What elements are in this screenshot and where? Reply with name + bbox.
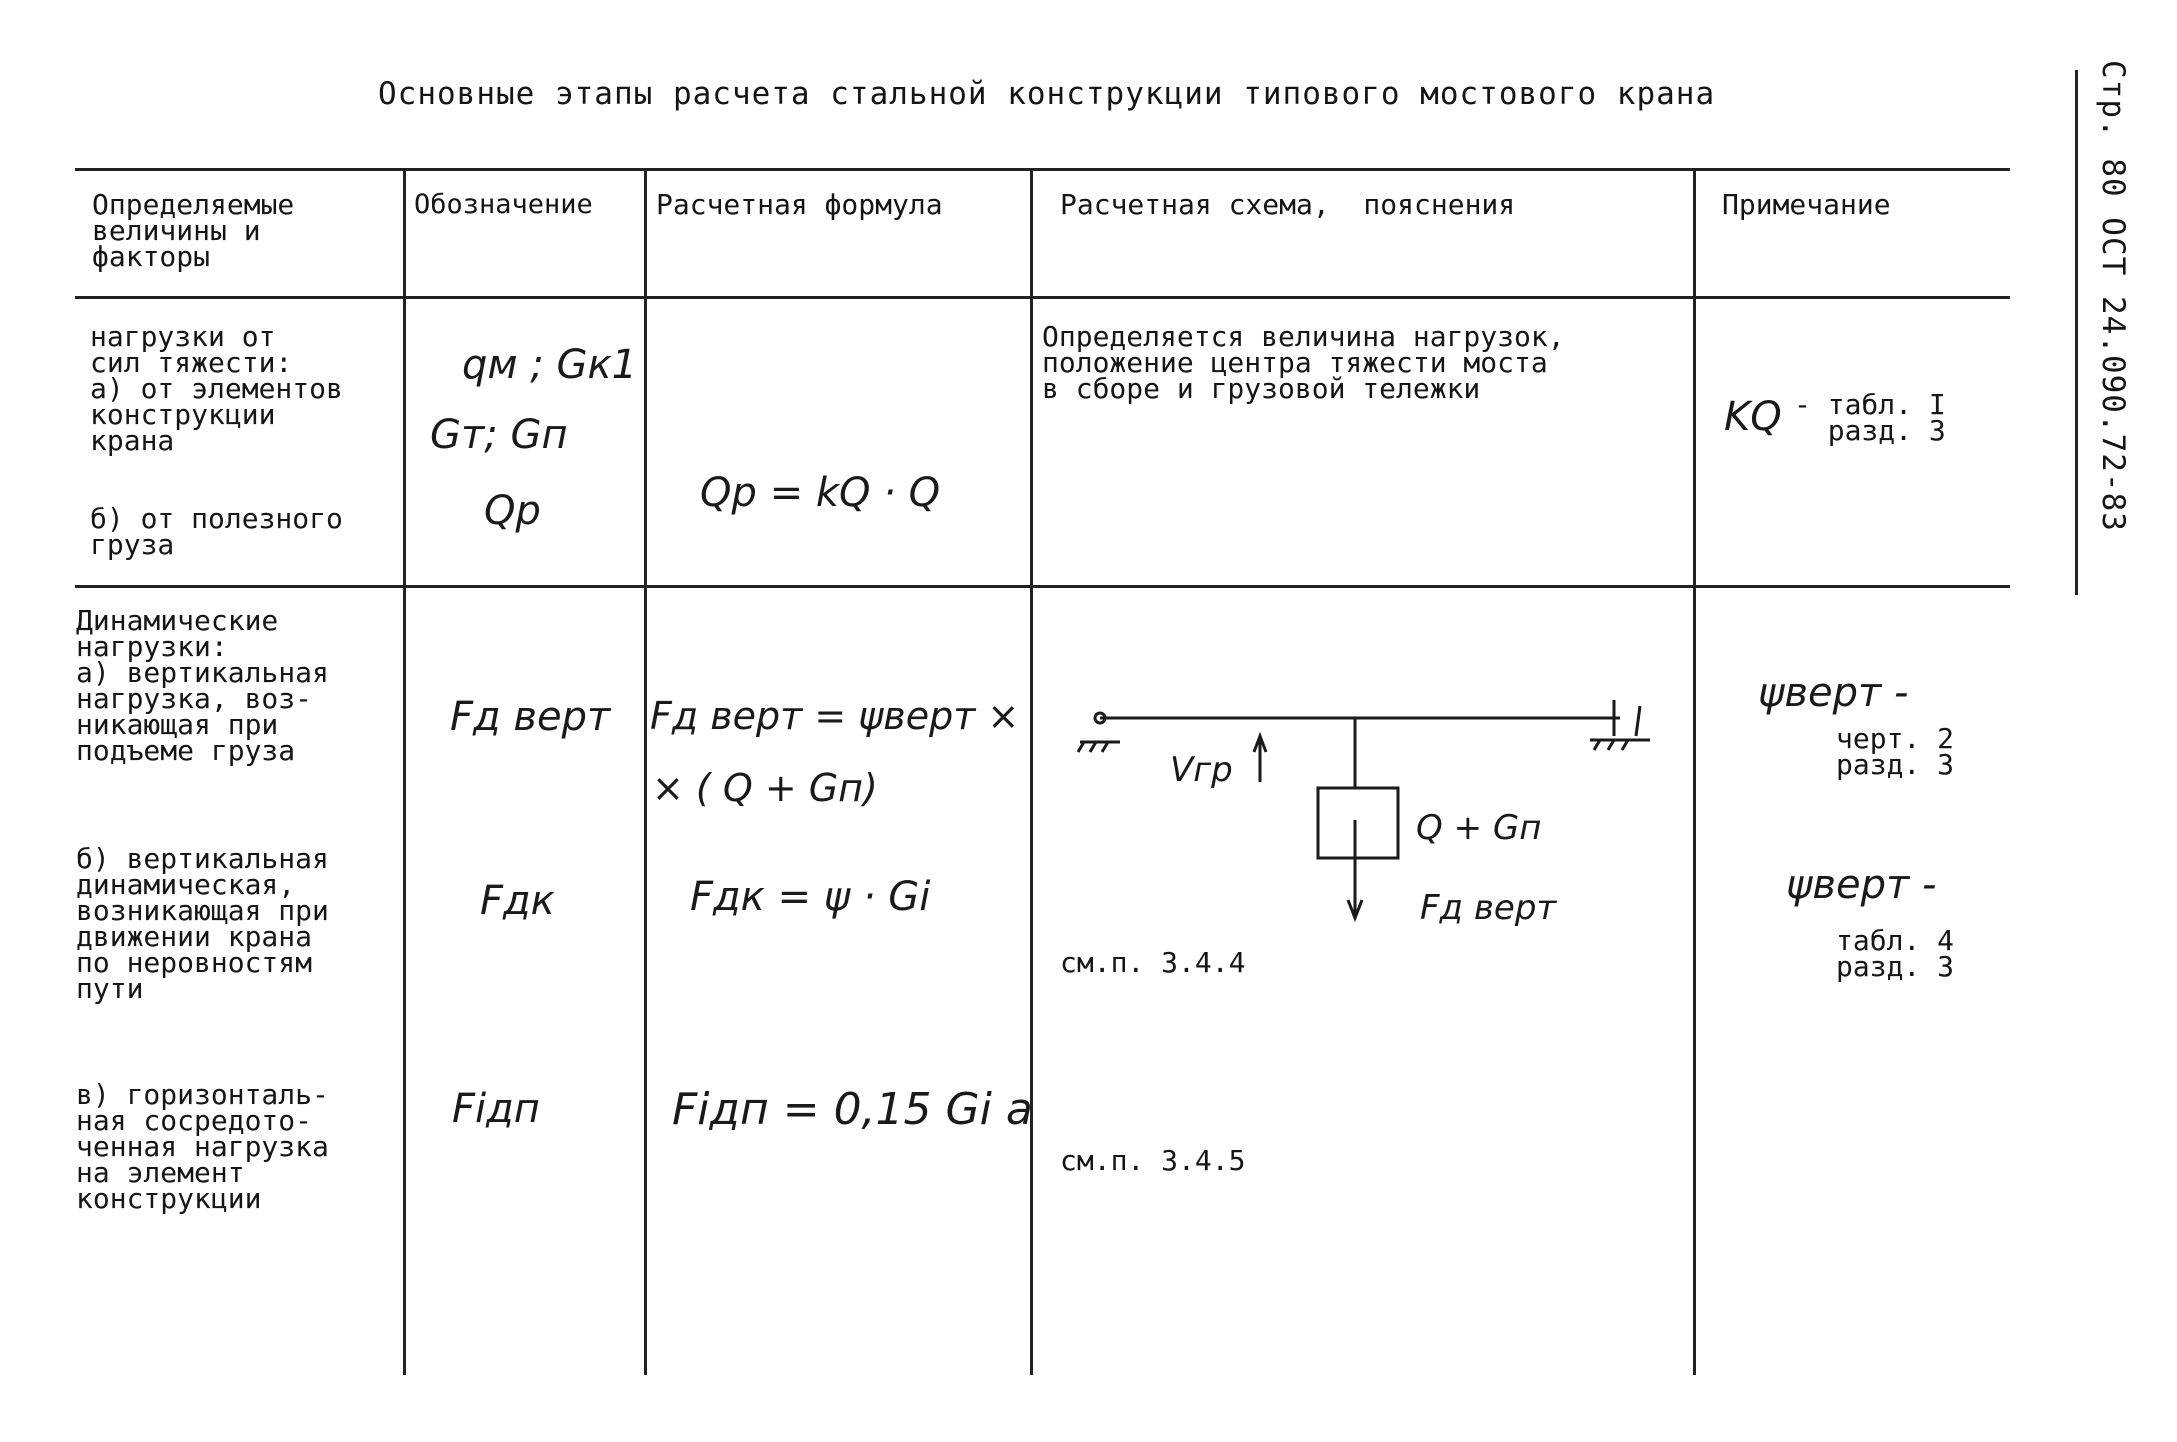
column-divider-3 [1030, 170, 1033, 1375]
row2-formula-c: Fiдп = 0,15 Gi a [672, 1084, 1033, 1135]
scheme-ref-2: см.п. 3.4.5 [1060, 1144, 1246, 1177]
row2-note-symbol-2: ψверт - [1786, 862, 1937, 908]
page-title: Основные этапы расчета стальной конструкции типового мостового крана [378, 76, 1716, 112]
row2-formula-b: Fдк = ψ · Gi [690, 874, 931, 920]
row1-factors-a: нагрузки от сил тяжести: а) от элементов конструкции крана [90, 320, 343, 457]
scheme-load-label: Q + Gп [1416, 808, 1542, 848]
row1-scheme: Определяется величина нагрузок, положение центра тяжести моста в сборе и грузовой тележки [1042, 320, 1565, 405]
row2-note-2: табл. 4 разд. 3 [1836, 924, 1955, 983]
row1-symbol-2: Gт; Gп [430, 412, 568, 458]
row1-note-symbol: KQ [1724, 394, 1782, 440]
margin-rule [2075, 70, 2078, 595]
header-symbol: Обозначение [414, 189, 593, 220]
column-divider-2 [644, 170, 647, 1375]
row2-symbol-c: Fiдп [452, 1086, 540, 1132]
page-reference-text: Стр. 80 ОСТ 24.090.72-83 [2095, 60, 2131, 532]
header-note: Примечание [1722, 188, 1891, 221]
row1-formula: Qр = kQ · Q [700, 470, 941, 516]
row2-note-symbol-1: ψверт - [1758, 670, 1909, 716]
row1-note: - табл. I разд. 3 [1794, 388, 1946, 447]
row1-symbol-3: Qр [484, 488, 541, 534]
scheme-force-label: Fд верт [1420, 888, 1557, 928]
row2-note-1: черт. 2 разд. 3 [1836, 722, 1955, 781]
scheme-v-label: Vгр [1170, 750, 1233, 790]
row2-symbol-a: Fд верт [450, 694, 611, 740]
row1-symbol-1: qм ; Gк1 [462, 342, 638, 388]
header-bottom-rule [75, 296, 2010, 299]
header-factors: Определяемые величины и факторы [92, 188, 295, 273]
row2-factors-b: б) вертикальная динамическая, возникающая при движении крана по неровностям пути [76, 842, 329, 1005]
column-divider-1 [403, 170, 406, 1375]
row2-factors-c: в) горизонталь- ная сосредото- ченная нагрузка на элемент конструкции [76, 1078, 329, 1215]
table-top-rule [75, 168, 2010, 171]
scheme-ref-1: см.п. 3.4.4 [1060, 946, 1246, 979]
row2-formula-a-line2: × ( Q + Gп) [652, 766, 878, 810]
row1-factors-b: б) от полезного груза [90, 502, 343, 561]
header-formula: Расчетная формула [656, 188, 943, 221]
beam-scheme-diagram [1060, 690, 1680, 940]
header-scheme: Расчетная схема, пояснения [1060, 188, 1516, 221]
row1-bottom-rule [75, 585, 2010, 588]
column-divider-4 [1693, 170, 1696, 1375]
page-reference [2085, 60, 2131, 600]
row2-formula-a-line1: Fд верт = ψверт × [650, 694, 1020, 738]
row2-symbol-b: Fдк [480, 878, 555, 924]
row2-factors-a: Динамические нагрузки: а) вертикальная нагрузка, воз- никающая при подъеме груза [76, 604, 329, 767]
